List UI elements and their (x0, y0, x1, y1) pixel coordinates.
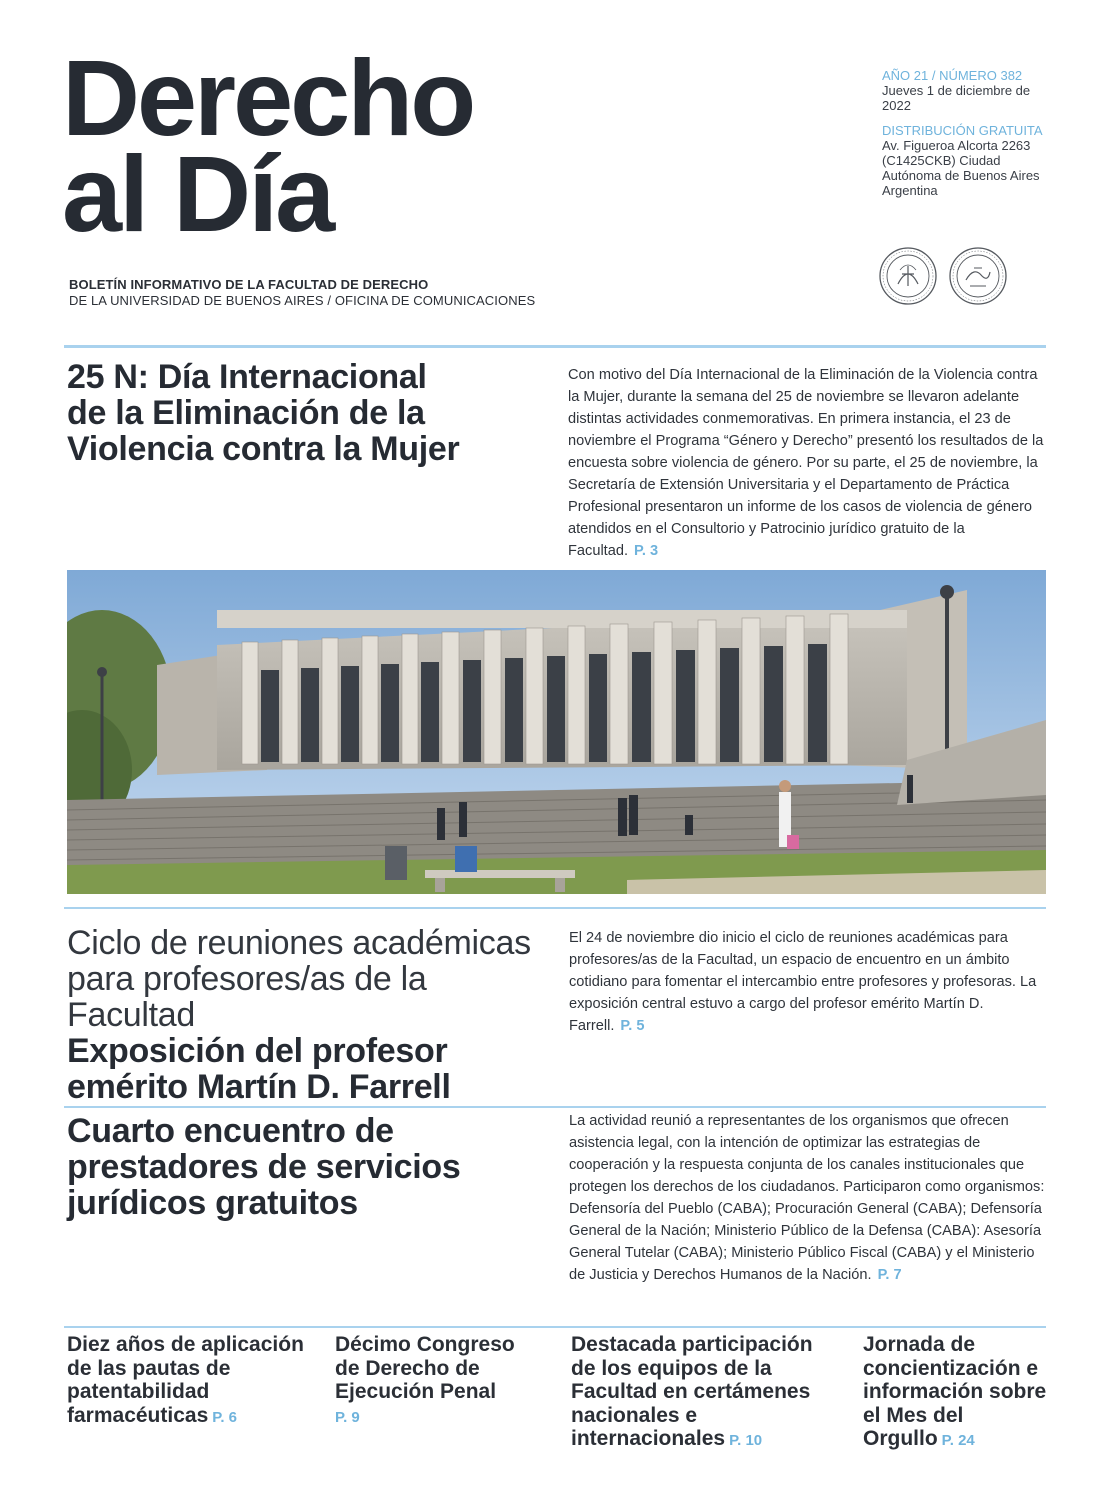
article-3-title-line-1: Cuarto encuentro de (67, 1112, 394, 1150)
article-2-title (67, 925, 557, 1105)
subtitle-line-1: BOLETÍN INFORMATIVO DE LA FACULTAD DE DERECHO (69, 277, 429, 292)
title-line-1: Derecho (62, 37, 474, 158)
article-2-title-light-line-1: Ciclo de reuniones académicas (67, 924, 531, 962)
article-2-title-line-1: Exposición del profesor (67, 1032, 448, 1070)
article-1-title (67, 359, 537, 467)
article-3-body-text: La actividad reunió a representantes de los organismos que ofrecen asistencia legal, con la intención de optimizar las estrategias de cooperación y la respuesta conjunta de los canales institucionales que protegen los derechos de los ciudadanos. Participaron como organismos: Defensoría del Pueblo (CABA); Procuración General (CABA); Defensoría General de la Nación; Ministerio Público de la Defensa (CABA): Asesoría General Tutelar (CABA); Ministerio Público Fiscal (CABA) y el Ministerio de Justicia y Derechos Humanos de la Nación. (569, 1113, 1045, 1283)
article-1-body-text: Con motivo del Día Internacional de la Eliminación de la Violencia contra la Mujer, durante la semana del 25 de noviembre se llevaron adelante distintas actividades conmemorativas. En primera instancia, el 23 de noviembre el Programa “Género y Derecho” presentó los resultados de la encuesta sobre violencia de género. Por su parte, el 25 de noviembre, la Secretaría de Extensión Universitaria y el Departamento de Práctica Profesional presentaron un informe de los casos de violencia de género atendidos en el Consultorio y Patrocinio jurídico gratuito de la Facultad. (568, 367, 1044, 559)
teaser-2-page-link[interactable]: P. 9 (335, 1408, 360, 1426)
teaser-2-title: Décimo Congreso de Derecho de Ejecución Penal (335, 1333, 515, 1403)
article-2-page-link[interactable]: P. 5 (620, 1018, 645, 1034)
teaser-1-page-link[interactable]: P. 6 (212, 1408, 237, 1426)
section-divider (64, 1106, 1046, 1108)
address: Av. Figueroa Alcorta 2263 (C1425CKB) Ciudad Autónoma de Buenos Aires Argentina (882, 138, 1040, 198)
section-divider (64, 1326, 1046, 1328)
article-2-body-text: El 24 de noviembre dio inicio el ciclo de reuniones académicas para profesores/as de la Facultad, un espacio de encuentro en un ámbito cotidiano para fomentar el intercambio entre profesores y profesoras. La exposición central estuvo a cargo del profesor emérito Martín D. Farrell. (569, 930, 1037, 1034)
teaser-1[interactable] (67, 1333, 317, 1429)
article-2-body (569, 927, 1044, 1037)
article-2-title-line-2: emérito Martín D. Farrell (67, 1068, 451, 1106)
distribution-label: DISTRIBUCIÓN GRATUITA (882, 123, 1043, 138)
article-1-title-line-1: 25 N: Día Internacional (67, 358, 427, 396)
teaser-3-page-link[interactable]: P. 10 (729, 1432, 763, 1449)
teaser-4[interactable] (863, 1333, 1048, 1453)
article-3-title-line-2: prestadores de servicios (67, 1148, 461, 1186)
title-line-2: al Día (62, 133, 333, 254)
section-divider (64, 907, 1046, 909)
article-1-body (568, 364, 1046, 562)
article-1-title-line-3: Violencia contra la Mujer (67, 430, 460, 468)
teaser-3-title: Destacada participación de los equipos de la Facultad en certámenes nacionales e internacionales (571, 1333, 813, 1450)
newsletter-title (62, 37, 582, 254)
university-seal-icon (948, 246, 1008, 306)
faculty-seal-icon (878, 246, 938, 306)
article-3-title (67, 1113, 547, 1221)
article-3-page-link[interactable]: P. 7 (877, 1267, 902, 1283)
teaser-4-title: Jornada de concientización e información sobre el Mes del Orgullo (863, 1333, 1047, 1450)
issue-date: Jueves 1 de diciembre de 2022 (882, 83, 1031, 113)
teaser-3[interactable] (571, 1333, 833, 1453)
article-2-title-light-line-2: para profesores/as de la Facultad (67, 960, 427, 1034)
issue-number: AÑO 21 / NÚMERO 382 (882, 68, 1023, 83)
article-1-page-link[interactable]: P. 3 (634, 543, 659, 559)
teaser-2[interactable] (335, 1333, 540, 1429)
article-1-title-line-2: de la Eliminación de la (67, 394, 425, 432)
section-divider (64, 345, 1046, 348)
subtitle-line-2: DE LA UNIVERSIDAD DE BUENOS AIRES / OFICINA DE COMUNICACIONES (69, 293, 536, 308)
article-3-body (569, 1110, 1051, 1286)
teaser-1-title: Diez años de aplicación de las pautas de patentabilidad farmacéuticas (67, 1333, 304, 1427)
teaser-4-page-link[interactable]: P. 24 (941, 1432, 975, 1449)
faculty-building-photo (67, 570, 1046, 894)
article-3-title-line-3: jurídicos gratuitos (67, 1184, 358, 1222)
